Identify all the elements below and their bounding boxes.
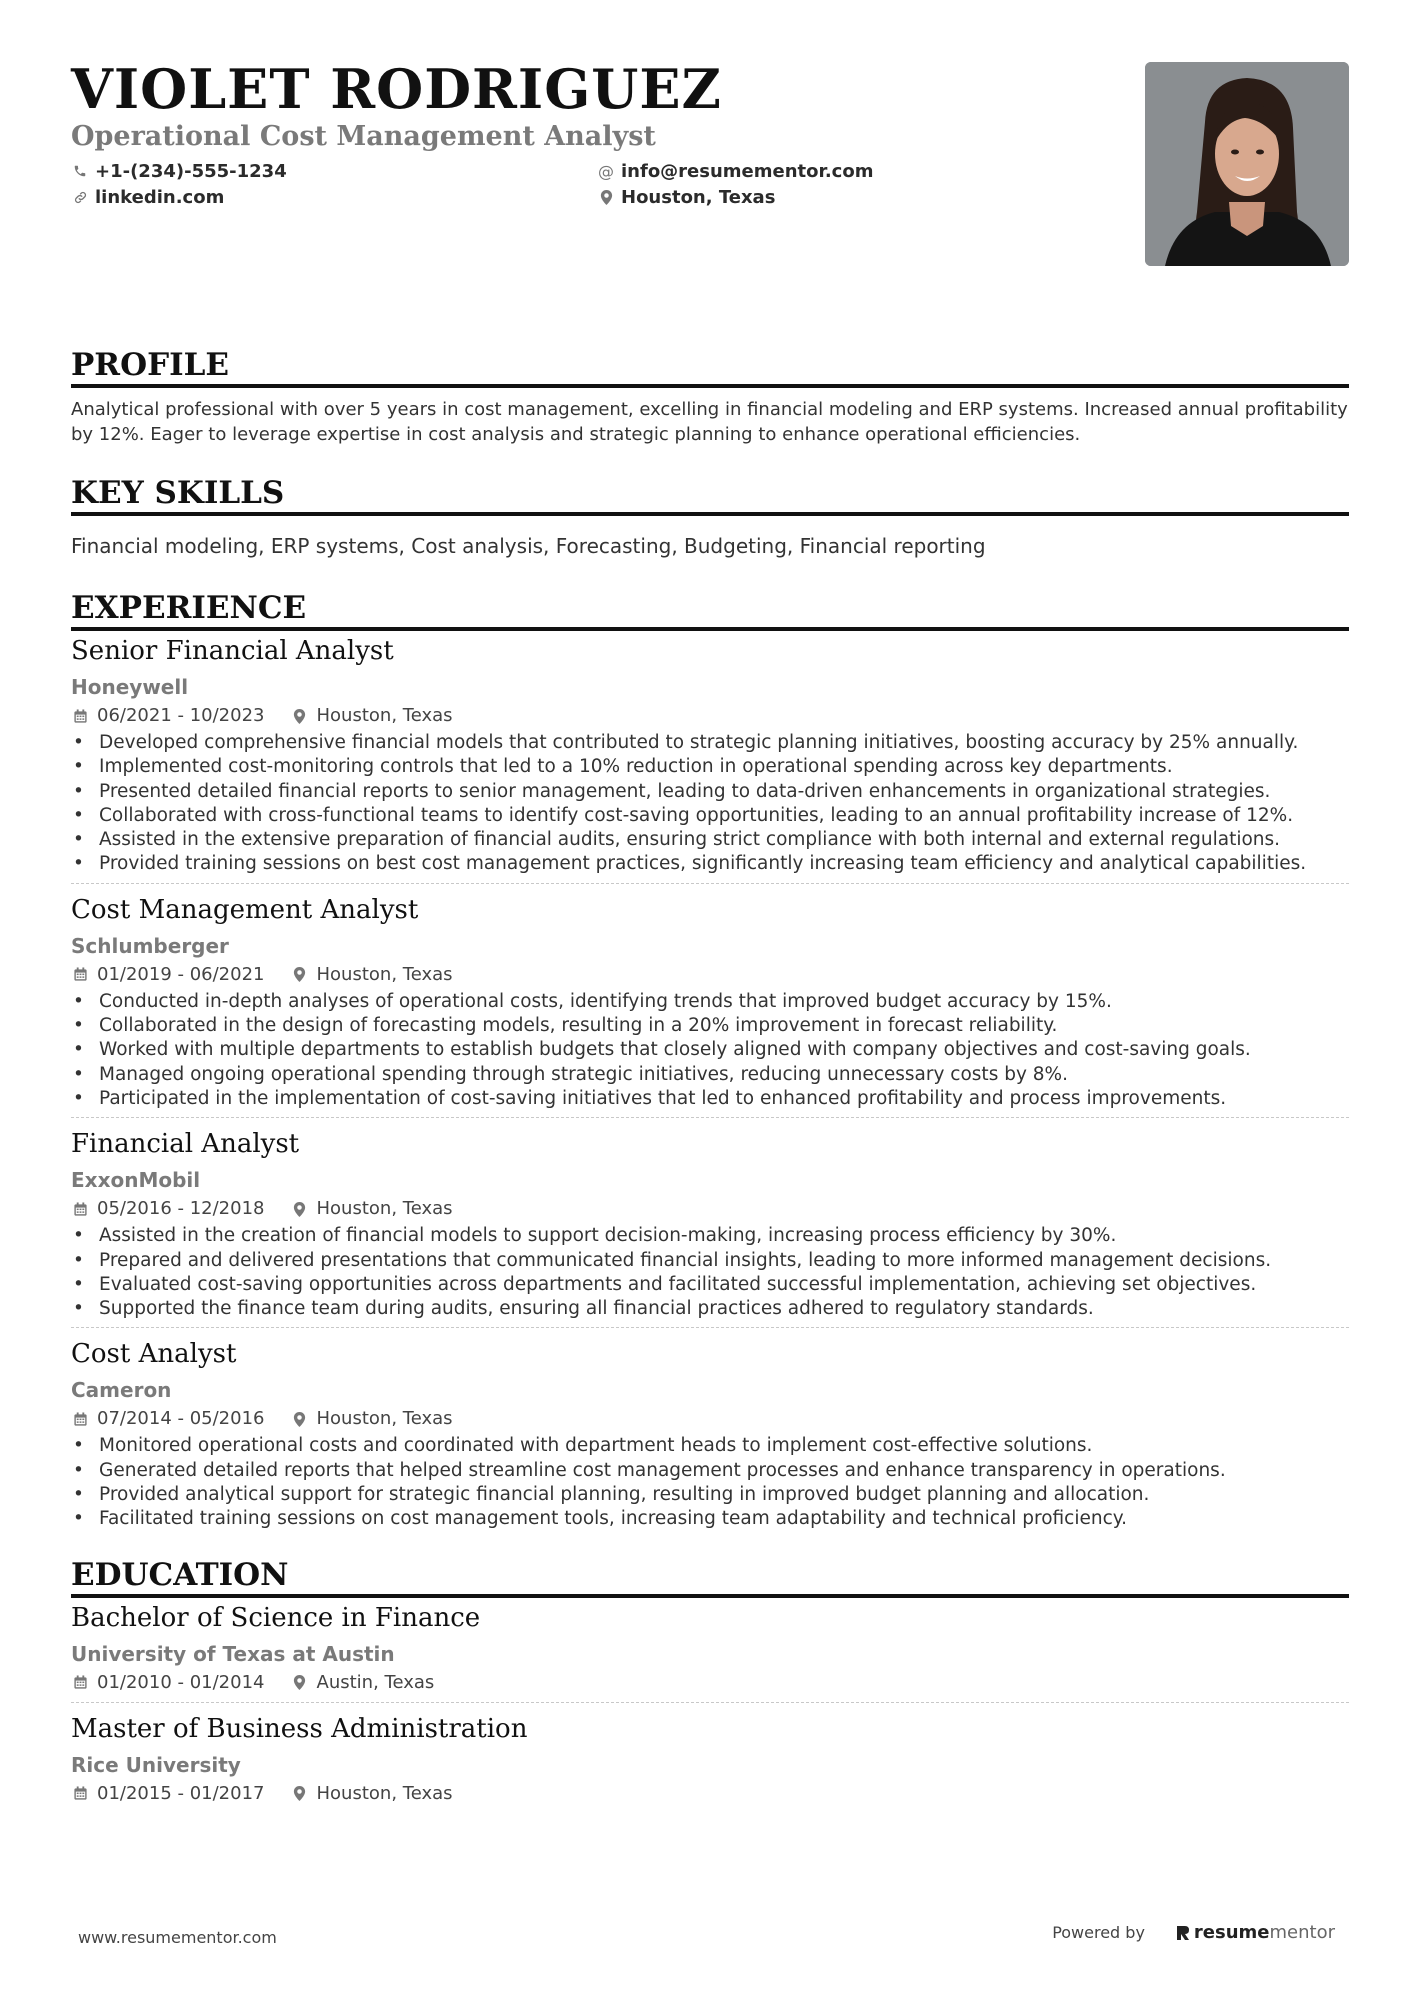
skills-list: Financial modeling, ERP systems, Cost analysis, Forecasting, Budgeting, Financial reporting: [71, 534, 986, 558]
date-range: 01/2019 - 06/2021: [97, 963, 265, 985]
date-location-row: [71, 1670, 1349, 1696]
job-entry: [71, 1117, 1349, 1327]
calendar-icon: [71, 1785, 89, 1803]
job-title: Cost Analyst: [71, 1339, 237, 1370]
achievement-bullet: • Managed ongoing operational spending through strategic initiatives, reducing unnecessary costs by 8%.: [71, 1063, 1349, 1087]
section-title-education: EDUCATION: [71, 1556, 1349, 1598]
brand-name-bold: resume: [1193, 1922, 1270, 1943]
resumementor-logo[interactable]: [1175, 1922, 1335, 1943]
section-title-profile: PROFILE: [71, 346, 1349, 388]
achievement-bullet: • Collaborated in the design of forecasting models, resulting in a 20% improvement in forecast reliability.: [71, 1014, 1349, 1038]
achievement-bullet: • Collaborated with cross-functional teams to identify cost-saving opportunities, leading to an annual profitability increase of 12%.: [71, 804, 1349, 828]
calendar-icon: [71, 966, 89, 984]
location-text: Houston, Texas: [316, 1408, 453, 1430]
location-text: Houston, Texas: [316, 1198, 453, 1220]
job-entry: [71, 883, 1349, 1117]
skills-section: [71, 474, 1349, 560]
location-group: [291, 1196, 453, 1222]
achievement-bullet: • Developed comprehensive financial models that contributed to strategic planning initiatives, boosting accuracy by 25% annually.: [71, 731, 1349, 755]
date-location-row: [71, 703, 1349, 729]
link-icon: [71, 188, 89, 206]
school-name: University of Texas at Austin: [71, 1641, 395, 1666]
achievement-bullet: • Participated in the implementation of cost-saving initiatives that led to enhanced profitability and process improvements.: [71, 1087, 1349, 1111]
resume-page: [71, 58, 1349, 1813]
achievement-bullet: • Generated detailed reports that helped streamline cost management processes and enhance transparency in operations.: [71, 1459, 1349, 1483]
company-name: Cameron: [71, 1378, 172, 1403]
map-pin-icon: [291, 1785, 309, 1803]
school-name: Rice University: [71, 1752, 241, 1777]
location-text: Houston, Texas: [316, 963, 453, 985]
brand-mark-icon: [1175, 1924, 1191, 1942]
date-range: 07/2014 - 05/2016: [97, 1408, 265, 1430]
achievement-bullet: • Provided analytical support for strategic financial planning, resulting in improved budget planning and allocation.: [71, 1483, 1349, 1507]
achievement-bullet: • Evaluated cost-saving opportunities across departments and facilitated successful implementation, achieving set objectives.: [71, 1273, 1349, 1297]
company-name: ExxonMobil: [71, 1168, 201, 1193]
date-location-row: [71, 1406, 1349, 1432]
achievement-bullet: • Prepared and delivered presentations that communicated financial insights, leading to more informed management decisions.: [71, 1249, 1349, 1273]
location-text: Houston, Texas: [621, 186, 776, 208]
resume-header: [71, 58, 1349, 268]
calendar-icon: [71, 707, 89, 725]
at-sign-icon: @: [598, 161, 614, 181]
contact-linkedin: [71, 184, 224, 210]
education-section: [71, 1556, 1349, 1813]
job-title: Financial Analyst: [71, 1129, 300, 1160]
calendar-icon: [71, 1200, 89, 1218]
contact-location: [597, 184, 775, 210]
achievement-bullet: • Provided training sessions on best cost management practices, significantly increasing team efficiency and analytical capabilities.: [71, 852, 1349, 876]
linkedin-link[interactable]: linkedin.com: [95, 186, 225, 208]
powered-by-label: Powered by: [1052, 1923, 1145, 1942]
company-name: Honeywell: [71, 675, 189, 699]
achievement-bullet: • Implemented cost-monitoring controls that led to a 10% reduction in operational spending across key departments.: [71, 755, 1349, 779]
location-group: [291, 703, 453, 729]
date-range: 05/2016 - 12/2018: [97, 1198, 265, 1220]
education-entry: [71, 1598, 1349, 1702]
date-location-row: [71, 1781, 1349, 1807]
degree-title: Bachelor of Science in Finance: [71, 1602, 481, 1633]
location-group: [291, 1781, 453, 1807]
location-group: [291, 1406, 453, 1432]
date-range: 06/2021 - 10/2023: [97, 705, 265, 726]
profile-summary: Analytical professional with over 5 years in cost management, excelling in financial modeling and ERP systems. Increased annual profitability by 12%. Eager to leverage expertise in cost analysis and strategic planning to enhance operational efficiencies.: [71, 399, 1348, 445]
achievement-list: [71, 1224, 1349, 1321]
achievement-list: [71, 990, 1349, 1111]
achievement-bullet: • Presented detailed financial reports to senior management, leading to data-driven enhancements in organizational strategies.: [71, 780, 1349, 804]
education-entry: [71, 1702, 1349, 1813]
calendar-icon: [71, 1410, 89, 1428]
date-location-row: [71, 1196, 1349, 1222]
section-title-experience: EXPERIENCE: [71, 589, 1349, 631]
profile-photo: [1145, 62, 1349, 266]
achievement-list: [71, 1434, 1349, 1531]
achievement-bullet: • Worked with multiple departments to establish budgets that closely aligned with company objectives and cost-saving goals.: [71, 1038, 1349, 1062]
experience-list: [71, 631, 1349, 1538]
job-title: Senior Financial Analyst: [71, 636, 394, 666]
job-title: Cost Management Analyst: [71, 894, 419, 925]
phone-icon: [71, 162, 89, 180]
education-list: [71, 1598, 1349, 1813]
company-name: Schlumberger: [71, 933, 229, 958]
map-pin-icon: [291, 707, 309, 725]
profile-section: [71, 346, 1349, 447]
map-pin-icon: [291, 1674, 309, 1692]
location-group: [291, 962, 453, 988]
achievement-bullet: • Supported the finance team during audits, ensuring all financial practices adhered to regulatory standards.: [71, 1297, 1349, 1321]
date-range: 01/2010 - 01/2014: [97, 1671, 265, 1693]
location-text: Houston, Texas: [316, 1782, 453, 1804]
job-entry: [71, 1327, 1349, 1537]
achievement-list: [71, 731, 1349, 877]
achievement-bullet: • Facilitated training sessions on cost management tools, increasing team adaptability and technical proficiency.: [71, 1507, 1349, 1531]
footer-website[interactable]: www.resumementor.com: [78, 1928, 277, 1947]
footer-branding: [1052, 1922, 1335, 1943]
achievement-bullet: • Monitored operational costs and coordinated with department heads to implement cost-effective solutions.: [71, 1434, 1349, 1458]
map-pin-icon: [291, 1410, 309, 1428]
candidate-name: VIOLET RODRIGUEZ: [71, 57, 722, 121]
candidate-role: Operational Cost Management Analyst: [71, 121, 656, 152]
location-text: Austin, Texas: [316, 1671, 435, 1693]
email-address[interactable]: info@resumementor.com: [621, 160, 874, 182]
brand-name-light: mentor: [1269, 1922, 1335, 1943]
achievement-bullet: • Conducted in-depth analyses of operational costs, identifying trends that improved budget accuracy by 15%.: [71, 990, 1349, 1014]
location-group: [291, 1670, 435, 1696]
experience-section: [71, 589, 1349, 1538]
achievement-bullet: • Assisted in the extensive preparation of financial audits, ensuring strict compliance with both internal and external regulations.: [71, 828, 1349, 852]
achievement-bullet: • Assisted in the creation of financial models to support decision-making, increasing process efficiency by 30%.: [71, 1224, 1349, 1248]
degree-title: Master of Business Administration: [71, 1713, 528, 1744]
map-pin-icon: [291, 966, 309, 984]
map-pin-icon: [597, 188, 615, 206]
calendar-icon: [71, 1674, 89, 1692]
date-range: 01/2015 - 01/2017: [97, 1782, 265, 1804]
location-text: Houston, Texas: [316, 705, 453, 726]
contact-email: [597, 158, 873, 184]
section-title-skills: KEY SKILLS: [71, 474, 1349, 516]
contact-phone: [71, 158, 287, 184]
map-pin-icon: [291, 1200, 309, 1218]
job-entry: [71, 631, 1349, 883]
phone-number[interactable]: +1-(234)-555-1234: [95, 160, 287, 182]
date-location-row: [71, 962, 1349, 988]
